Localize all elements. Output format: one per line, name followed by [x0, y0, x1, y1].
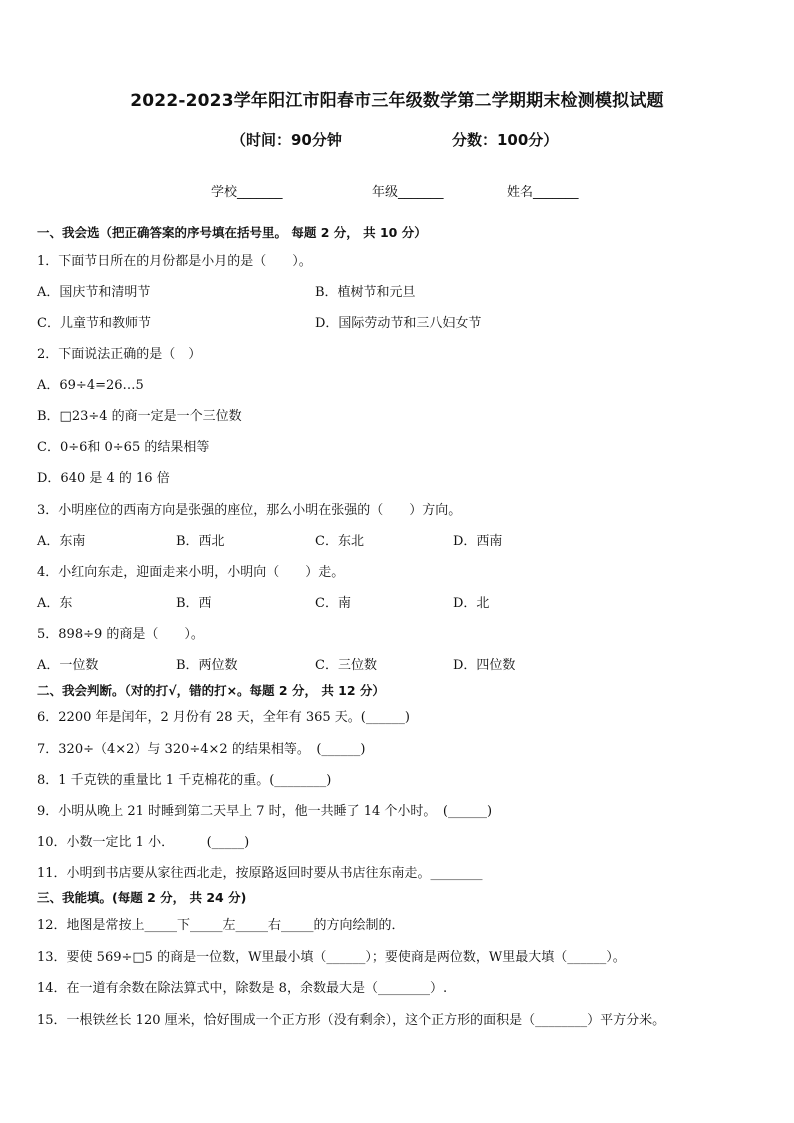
q4-option-d: D．北: [453, 596, 490, 611]
q1-option-c: C．儿童节和教师节: [37, 316, 151, 331]
section3-heading: 三、我能填。(每题 2 分， 共 24 分): [37, 890, 247, 905]
q12-stem: 12．地图是常按上_____下_____左_____右_____的方向绘制的．: [37, 918, 405, 933]
q9-statement: 9．小明从晚上 21 时睡到第二天早上 7 时，他一共睡了 14 个小时。 (______): [37, 804, 493, 819]
school-field: 学校_______: [211, 185, 283, 200]
q3-option-a: A．东南: [37, 534, 86, 549]
q5-option-d: D．四位数: [453, 658, 516, 673]
exam-title: 2022-2023学年阳江市阳春市三年级数学第二学期期末检测模拟试题: [130, 91, 664, 111]
q5-option-b: B．两位数: [176, 658, 238, 673]
q11-statement: 11．小明到书店要从家往西北走，按原路返回时要从书店往东南走。________: [37, 866, 483, 881]
q14-stem: 14．在一道有余数在除法算式中，除数是 8，余数最大是（________）.: [37, 981, 448, 996]
section1-heading: 一、我会选（把正确答案的序号填在括号里。 每题 2 分， 共 10 分）: [37, 225, 427, 240]
q5-option-a: A．一位数: [37, 658, 99, 673]
q4-option-b: B．西: [176, 596, 212, 611]
q2-option-b: B．□23÷4 的商一定是一个三位数: [37, 409, 242, 424]
exam-score: 分数：100分）: [452, 131, 559, 149]
q15-stem: 15．一根铁丝长 120 厘米，恰好围成一个正方形（没有剩余），这个正方形的面积是（________）平方分米。: [37, 1013, 666, 1028]
q1-option-b: B．植树节和元旦: [315, 285, 416, 300]
q3-option-c: C．东北: [315, 534, 364, 549]
q13-stem: 13．要使 569÷□5 的商是一位数，W里最小填（______）；要使商是两位数，W里最大填（______）。: [37, 950, 626, 965]
q1-option-d: D．国际劳动节和三八妇女节: [315, 316, 482, 331]
section2-heading: 二、我会判断。（对的打√，错的打×。每题 2 分， 共 12 分）: [37, 683, 385, 698]
q3-option-b: B．西北: [176, 534, 225, 549]
q2-stem: 2．下面说法正确的是（ ）: [37, 347, 202, 362]
q10-statement: 10．小数一定比 1 小． (_____): [37, 835, 250, 850]
q8-statement: 8．1 千克铁的重量比 1 千克棉花的重。(________): [37, 773, 332, 788]
grade-field: 年级_______: [372, 185, 444, 200]
q1-option-a: A．国庆节和清明节: [37, 285, 151, 300]
q3-option-d: D．西南: [453, 534, 503, 549]
q1-stem: 1．下面节日所在的月份都是小月的是（ ）。: [37, 254, 312, 269]
q4-option-c: C．南: [315, 596, 351, 611]
q4-stem: 4．小红向东走，迎面走来小明，小明向（ ）走。: [37, 565, 345, 580]
q5-stem: 5．898÷9 的商是（ ）。: [37, 627, 204, 642]
q2-option-a: A．69÷4=26…5: [37, 378, 144, 393]
q2-option-c: C．0÷6和 0÷65 的结果相等: [37, 440, 210, 455]
q6-statement: 6．2200 年是闰年，2 月份有 28 天，全年有 365 天。(______): [37, 710, 410, 725]
name-field: 姓名_______: [507, 185, 579, 200]
q3-stem: 3．小明座位的西南方向是张强的座位，那么小明在张强的（ ）方向。: [37, 503, 462, 518]
q4-option-a: A．东: [37, 596, 73, 611]
q7-statement: 7．320÷（4×2）与 320÷4×2 的结果相等。 (______): [37, 742, 366, 757]
exam-time: （时间：90分钟: [231, 131, 342, 149]
q5-option-c: C．三位数: [315, 658, 377, 673]
q2-option-d: D．640 是 4 的 16 倍: [37, 471, 170, 486]
